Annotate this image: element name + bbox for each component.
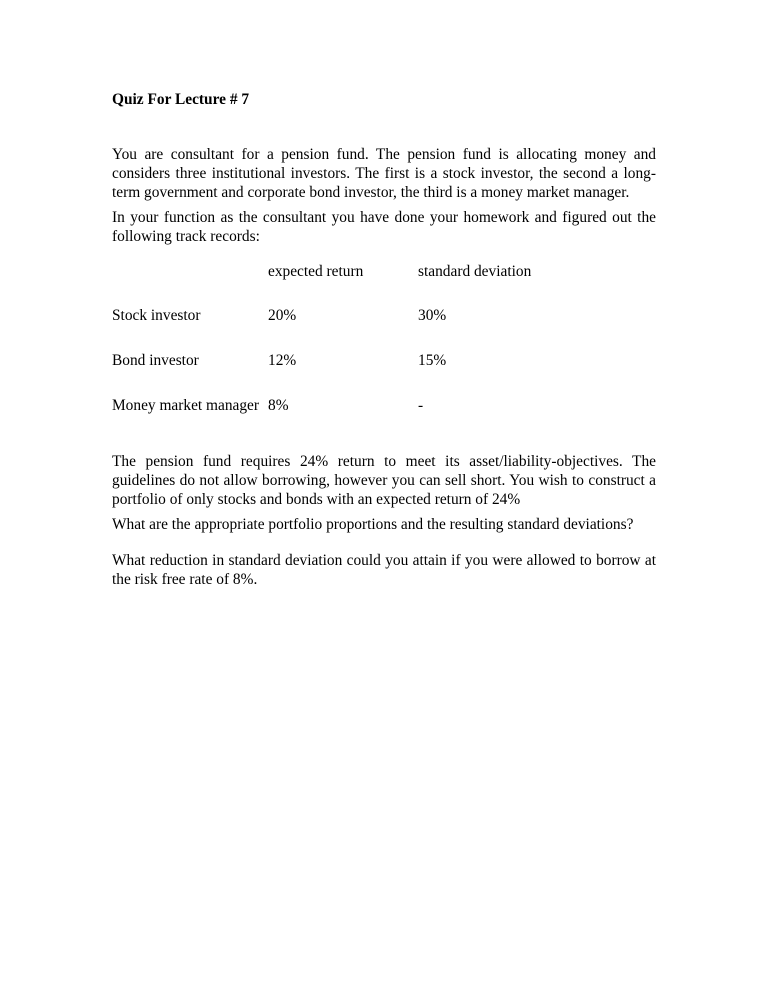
row-expected-return: 8% xyxy=(268,397,289,414)
question-portfolio-proportions: What are the appropriate portfolio proportions and the resulting standard deviations? xyxy=(112,516,634,533)
track-records-paragraph: In your function as the consultant you have done your homework and figured out the following track records: xyxy=(112,209,656,245)
header-expected-return: expected return xyxy=(268,263,364,280)
quiz-title: Quiz For Lecture # 7 xyxy=(112,91,250,108)
row-expected-return: 12% xyxy=(268,352,297,369)
row-name: Bond investor xyxy=(112,352,199,369)
intro-paragraph: You are consultant for a pension fund. The pension fund is allocating money and considers three institutional investors. The first is a stock investor, the second a long-term government and corporate bond investor, the third is a money market manager. xyxy=(112,146,656,201)
row-expected-return: 20% xyxy=(268,307,297,324)
row-name: Stock investor xyxy=(112,307,201,324)
row-standard-deviation: 15% xyxy=(418,352,447,369)
question-borrowing-reduction: What reduction in standard deviation could you attain if you were allowed to borrow at the risk free rate of 8%. xyxy=(112,552,656,588)
row-standard-deviation: 30% xyxy=(418,307,447,324)
requirements-paragraph: The pension fund requires 24% return to meet its asset/liability-objectives. The guidelines do not allow borrowing, however you can sell short. You wish to construct a portfolio of only stocks and bonds with an expected return of 24% xyxy=(112,453,656,508)
row-name: Money market manager xyxy=(112,397,260,414)
row-standard-deviation: - xyxy=(418,397,424,414)
header-standard-deviation: standard deviation xyxy=(418,263,532,280)
